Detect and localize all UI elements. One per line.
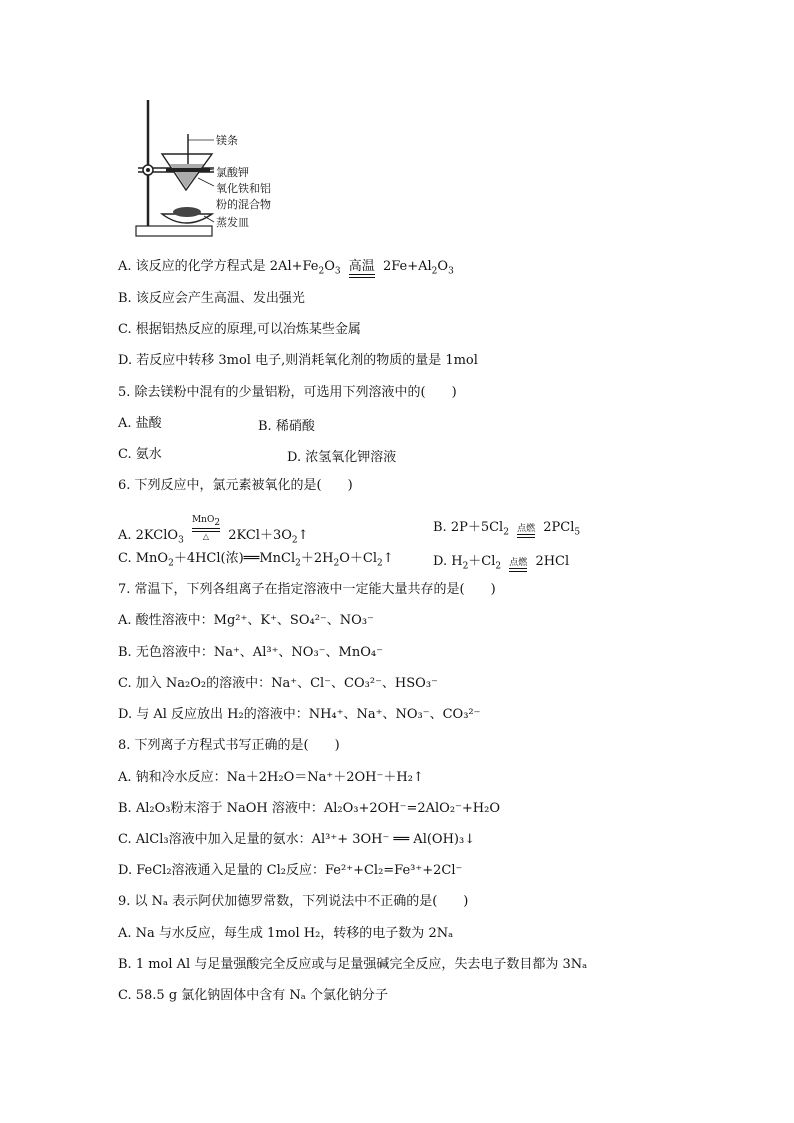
q6-stem: 6. 下列反应中，氯元素被氧化的是( ) <box>118 478 353 493</box>
q9-option-a: A. Na 与水反应，每生成 1mol H₂，转移的电子数为 2Nₐ <box>118 926 454 941</box>
label-mixture-2: 粉的混合物 <box>216 198 271 211</box>
q6-option-d: D. $H_2+Cl_2$ 点燃 2HCl <box>433 554 570 572</box>
q4-option-a: A. 该反应的化学方程式是 $2Al+Fe_2O_3$ 高温 $2Fe+Al_2O_3$ <box>118 259 454 277</box>
condition-mno2-heat: MnO$_2$ △ <box>191 515 221 541</box>
q5-option-a: A. 盐酸 <box>118 416 162 431</box>
q7-stem: 7. 常温下，下列各组离子在指定溶液中一定能大量共存的是( ) <box>118 582 496 597</box>
thermite-apparatus-figure <box>118 92 318 242</box>
q7-option-b: B. 无色溶液中：Na⁺、Al³⁺、NO₃⁻、MnO₄⁻ <box>118 645 383 660</box>
q9-option-b: B. 1 mol Al 与足量强酸完全反应或与足量强碱完全反应，失去电子数目都为 3Nₐ <box>118 957 588 972</box>
condition-ignite-b: 点燃 <box>517 525 535 538</box>
q7-option-a: A. 酸性溶液中：Mg²⁺、K⁺、SO₄²⁻、NO₃⁻ <box>118 613 374 628</box>
q5-option-b: B. 稀硝酸 <box>258 419 315 434</box>
q8-option-a: A. 钠和冷水反应：Na＋2H₂O＝Na⁺＋2OH⁻＋H₂↑ <box>118 770 424 785</box>
condition-high-temp: 高温 <box>349 260 375 278</box>
q5-option-c: C. 氨水 <box>118 447 162 462</box>
q4-option-d: D. 若反应中转移 3mol 电子,则消耗氧化剂的物质的量是 1mol <box>118 353 478 368</box>
q6-option-a: A. 2KClO$_3$ MnO$_2$ △ $2KCl+3O_2↑$ <box>118 515 309 546</box>
condition-ignite-d: 点燃 <box>509 559 527 572</box>
q8-stem: 8. 下列离子方程式书写正确的是( ) <box>118 738 340 753</box>
q4-option-c: C. 根据铝热反应的原理,可以冶炼某些金属 <box>118 322 361 337</box>
q8-option-c: C. AlCl₃溶液中加入足量的氨水：Al³⁺+ 3OH⁻ ══ Al(OH)₃↓ <box>118 832 476 847</box>
q6-option-b: B. $2P+5Cl_2$ 点燃 2PCl$_5$ <box>433 520 581 538</box>
label-kclo3: 氯酸钾 <box>216 166 249 179</box>
q7-option-d: D. 与 Al 反应放出 H₂的溶液中：NH₄⁺、Na⁺、NO₃⁻、CO₃²⁻ <box>118 707 481 722</box>
q8-option-b: B. Al₂O₃粉末溶于 NaOH 溶液中：Al₂O₃+2OH⁻=2AlO₂⁻+H₂O <box>118 801 501 816</box>
q7-option-c: C. 加入 Na₂O₂的溶液中：Na⁺、Cl⁻、CO₃²⁻、HSO₃⁻ <box>118 676 438 691</box>
q6-option-c: C. MnO$_2$＋4HCl(浓)$══MnCl_2+2H_2O+Cl_2↑$ <box>118 551 394 569</box>
label-magnesium: 镁条 <box>216 134 238 147</box>
q5-stem: 5. 除去镁粉中混有的少量铝粉，可选用下列溶液中的( ) <box>118 385 457 400</box>
label-dish: 蒸发皿 <box>216 216 249 229</box>
label-mixture-1: 氧化铁和铝 <box>216 182 271 195</box>
q8-option-d: D. FeCl₂溶液通入足量的 Cl₂反应：Fe²⁺+Cl₂=Fe³⁺+2Cl⁻ <box>118 863 463 878</box>
q9-stem: 9. 以 Nₐ 表示阿伏加德罗常数，下列说法中不正确的是( ) <box>118 894 469 909</box>
q9-option-c: C. 58.5 g 氯化钠固体中含有 Nₐ 个氯化钠分子 <box>118 988 388 1003</box>
q5-option-d: D. 浓氢氧化钾溶液 <box>287 450 397 465</box>
q4-option-b: B. 该反应会产生高温、发出强光 <box>118 291 305 306</box>
